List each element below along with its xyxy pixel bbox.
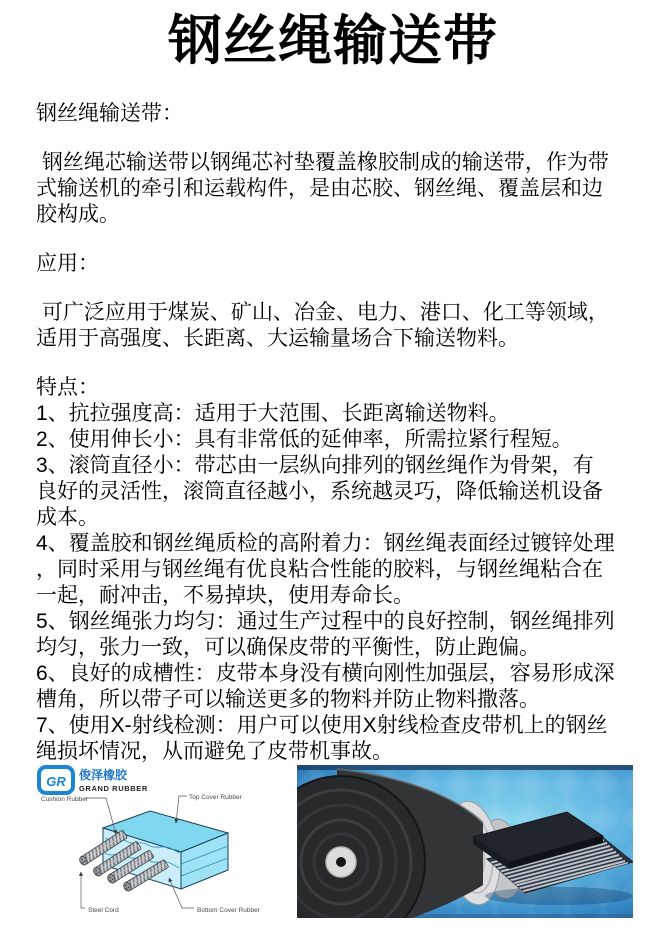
- body-line: 良好的灵活性，滚筒直径越小，系统越灵巧，降低输送机设备: [36, 480, 603, 503]
- body-line: [36, 352, 644, 375]
- body-text: [36, 101, 644, 765]
- body-line: 钢丝绳输送带：: [36, 102, 183, 125]
- body-line: 6、良好的成槽性：皮带本身没有横向刚性加强层，容易形成深: [36, 662, 615, 685]
- body-line: 胶构成。: [36, 203, 120, 226]
- body-line: 可广泛应用于煤炭、矿山、冶金、电力、港口、化工等领域，: [36, 301, 609, 324]
- logo-name-cn: 俊泽橡胶: [79, 768, 128, 782]
- label-bottom-cover-rubber: Bottom Cover Rubber: [197, 907, 260, 914]
- belt-structure-diagram: [36, 765, 290, 925]
- body-line: ，同时采用与钢丝绳有优良粘合性能的胶料，与钢丝绳粘合在: [36, 558, 603, 581]
- body-line: 成本。: [36, 506, 99, 529]
- body-line: 特点：: [36, 376, 99, 399]
- label-top-cover-rubber: Top Cover Rubber: [189, 794, 242, 801]
- belt-block-drawing: [78, 811, 228, 892]
- body-line: 1、抗拉强度高：适用于大范围、长距离输送物料。: [36, 402, 510, 425]
- label-steel-cord: Steel Cord: [88, 907, 119, 914]
- body-line: [36, 277, 644, 300]
- body-line: 均匀，张力一致，可以确保皮带的平衡性，防止跑偏。: [36, 636, 540, 659]
- label-cushion-rubber: Cushion Rubber: [41, 796, 88, 803]
- body-line: 7、使用X-射线检测：用户可以使用X射线检查皮带机上的钢丝: [36, 714, 608, 737]
- body-line: [36, 127, 644, 150]
- body-line: [36, 228, 644, 251]
- body-line: 应用：: [36, 252, 99, 275]
- logo-monogram: GR: [46, 774, 66, 789]
- body-line: 槽角，所以带子可以输送更多的物料并防止物料撒落。: [36, 688, 540, 711]
- body-line: 式输送机的牵引和运载构件，是由芯胶、钢丝绳、覆盖层和边: [36, 177, 603, 200]
- body-line: 2、使用伸长小：具有非常低的延伸率，所需拉紧行程短。: [36, 428, 573, 451]
- body-line: 3、滚筒直径小：带芯由一层纵向排列的钢丝绳作为骨架，有: [36, 454, 594, 477]
- body-line: 4、覆盖胶和钢丝绳质检的高附着力：钢丝绳表面经过镀锌处理: [36, 532, 615, 555]
- logo-name-en: GRAND RUBBER: [79, 784, 148, 793]
- grand-rubber-logo: [39, 767, 148, 793]
- body-line: 绳损坏情况，从而避免了皮带机事故。: [36, 740, 393, 763]
- page-title: 钢丝绳输送带: [168, 11, 498, 71]
- body-line: 5、钢丝绳张力均匀：通过生产过程中的良好控制，钢丝绳排列: [36, 610, 615, 633]
- conveyor-belt-photo: [297, 765, 633, 918]
- conveyor-belt-photo-svg: [297, 765, 633, 918]
- body-line: 钢丝绳芯输送带以钢绳芯衬垫覆盖橡胶制成的输送带，作为带: [36, 151, 609, 174]
- belt-structure-diagram-svg: [36, 765, 290, 925]
- body-line: 适用于高强度、长距离、大运输量场合下输送物料。: [36, 327, 519, 350]
- body-line: 一起，耐冲击，不易掉块，使用寿命长。: [36, 584, 414, 607]
